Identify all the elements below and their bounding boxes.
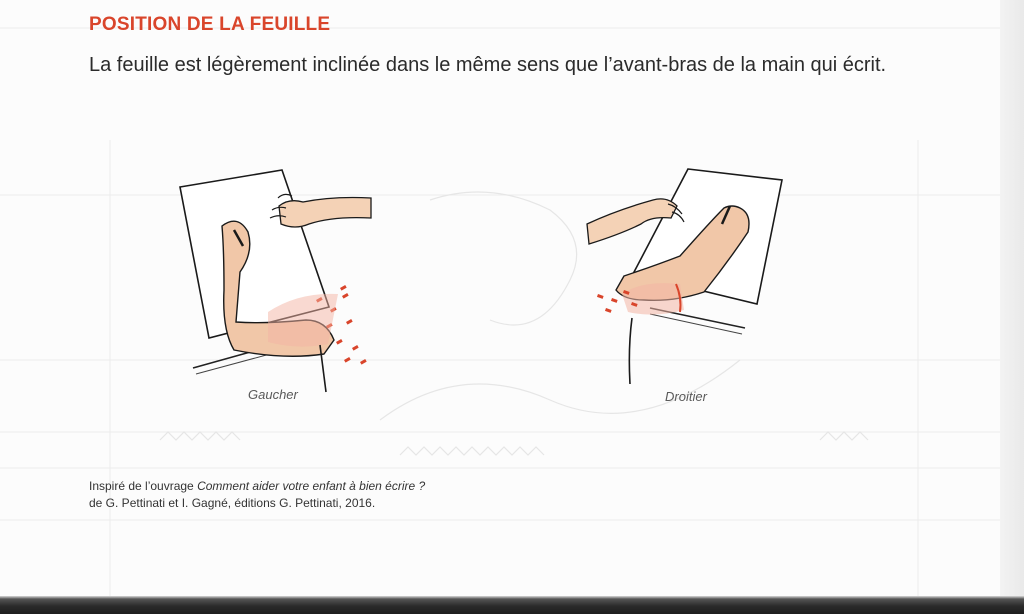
source-credit <box>89 478 425 512</box>
section-body: La feuille est légèrement inclinée dans le même sens que l’avant-bras de la main qui écrit. <box>89 54 887 76</box>
section-title: POSITION DE LA FEUILLE <box>89 14 331 35</box>
scan-bottom-edge <box>0 596 1024 614</box>
caption-right-handed: Droitier <box>665 389 707 404</box>
credit-book-title: Comment aider votre enfant à bien écrire ? <box>197 479 426 493</box>
credit-line-2: de G. Pettinati et I. Gagné, éditions G. Pettinati, 2016. <box>89 496 376 510</box>
credit-line-1 <box>89 478 425 495</box>
credit-prefix: Inspiré de l’ouvrage <box>89 479 198 493</box>
caption-left-handed: Gaucher <box>248 387 298 402</box>
